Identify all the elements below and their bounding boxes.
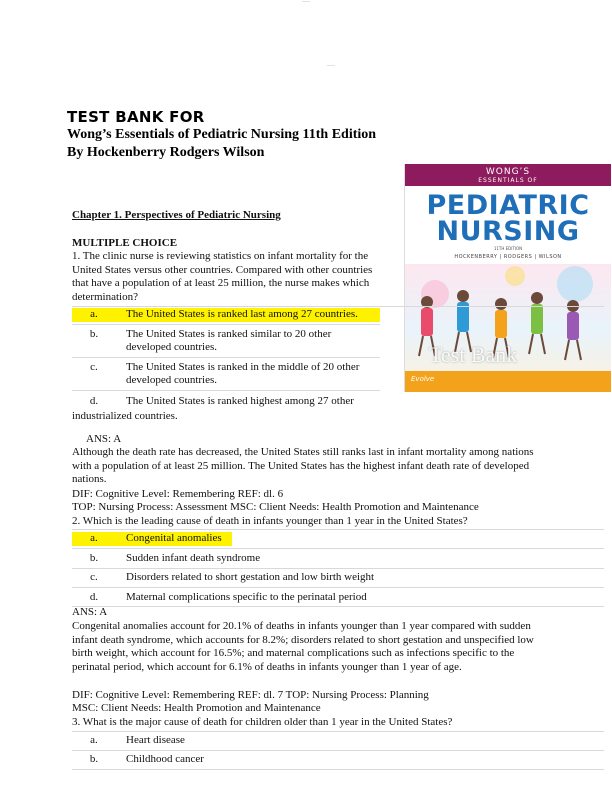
divider (72, 568, 604, 569)
option-letter: b. (89, 552, 99, 564)
chapter-heading: Chapter 1. Perspectives of Pediatric Nursing (72, 209, 281, 221)
cover-pediatric: PEDIATRIC (426, 190, 590, 221)
watermark: Test Bank (429, 342, 518, 367)
option-letter: c. (90, 571, 98, 583)
cover-authors: HOCKENBERRY | RODGERS | WILSON (454, 254, 562, 260)
q2-dif: DIF: Cognitive Level: Remembering REF: dl. 7 TOP: Nursing Process: Planning (72, 689, 429, 701)
divider (72, 548, 604, 549)
divider (72, 606, 604, 607)
option-letter: a. (90, 532, 98, 544)
option-text: The United States is ranked in the middle of 20 other (126, 361, 360, 373)
cover-evolve: Evolve (411, 375, 435, 383)
q1-rationale: Although the death rate has decreased, the United States still ranks last in infant mortality among nations with a population of at least 25 million. The United States has the highest infant death rate of developed nations. (72, 446, 534, 485)
q1-answer: ANS: A (86, 433, 122, 445)
option-letter: a. (90, 734, 98, 746)
option-text-cont: developed countries. (126, 341, 218, 353)
option-letter: b. (89, 328, 99, 340)
option-text: The United States is ranked similar to 20 other (126, 328, 332, 340)
option-text: Maternal complications specific to the perinatal period (126, 591, 367, 603)
option-text-cont: industrialized countries. (72, 410, 178, 422)
question-2-stem: 2. Which is the leading cause of death in infants younger than 1 year in the United States? (72, 515, 468, 527)
q2-msc: MSC: Client Needs: Health Promotion and Maintenance (72, 702, 321, 714)
option-text: Congenital anomalies (126, 532, 222, 544)
question-3-stem: 3. What is the major cause of death for children older than 1 year in the United States? (72, 716, 453, 728)
option-letter: b. (89, 753, 99, 765)
option-letter: d. (89, 395, 99, 407)
divider (72, 769, 604, 770)
q2-rationale: Congenital anomalies account for 20.1% of deaths in infants younger than 1 year compared with sudden infant death syndrome, which accounts for 8.2%; disorders related to short gestation and unspecified low birth weight, which account for 16.5%; and maternal complications such as infections specific to the perinatal period, which account for 6.1% of deaths in infants younger than 1 year of age. (72, 620, 534, 673)
cover-essentials: ESSENTIALS OF (478, 177, 538, 184)
divider (72, 357, 380, 358)
book-authors: By Hockenberry Rodgers Wilson (67, 145, 265, 160)
cover-nursing: NURSING (436, 216, 580, 247)
q1-dif: DIF: Cognitive Level: Remembering REF: dl. 6 (72, 488, 284, 500)
divider (72, 587, 604, 588)
option-letter: a. (90, 308, 98, 320)
divider (72, 750, 604, 751)
q2-option-a (72, 532, 232, 546)
option-text: Heart disease (126, 734, 185, 746)
q1-option-a (72, 308, 380, 322)
page-title: TEST BANK FOR (67, 108, 205, 126)
divider (72, 324, 380, 325)
option-letter: c. (90, 361, 98, 373)
top-mark: — (302, 0, 310, 5)
question-1-stem: 1. The clinic nurse is reviewing statistics on infant mortality for the United States versus other countries. Compared with other countries that have a population of at least 25 million, the nurse makes which determination? (72, 250, 373, 303)
q1-top: TOP: Nursing Process: Assessment MSC: Client Needs: Health Promotion and Maintenance (72, 501, 479, 513)
divider (72, 306, 604, 307)
divider (72, 529, 604, 530)
cover-edition: 11TH EDITION (493, 246, 523, 251)
cover-footer (405, 371, 611, 392)
cover-wong: WONG’S (485, 167, 531, 177)
option-text: Childhood cancer (126, 753, 204, 765)
divider (72, 390, 380, 391)
option-text: Sudden infant death syndrome (126, 552, 261, 564)
book-cover-image (404, 164, 611, 392)
q2-answer: ANS: A (72, 606, 108, 618)
book-title: Wong’s Essentials of Pediatric Nursing 11th Edition (67, 127, 377, 142)
option-letter: d. (89, 591, 99, 603)
option-text: The United States is ranked highest among 27 other (126, 395, 354, 407)
option-text-cont: developed countries. (126, 374, 218, 386)
divider (72, 731, 604, 732)
option-text: The United States is ranked last among 27 countries. (126, 308, 358, 320)
option-text: Disorders related to short gestation and low birth weight (126, 571, 375, 583)
mid-mark: — (327, 60, 335, 69)
section-heading: MULTIPLE CHOICE (72, 237, 178, 249)
